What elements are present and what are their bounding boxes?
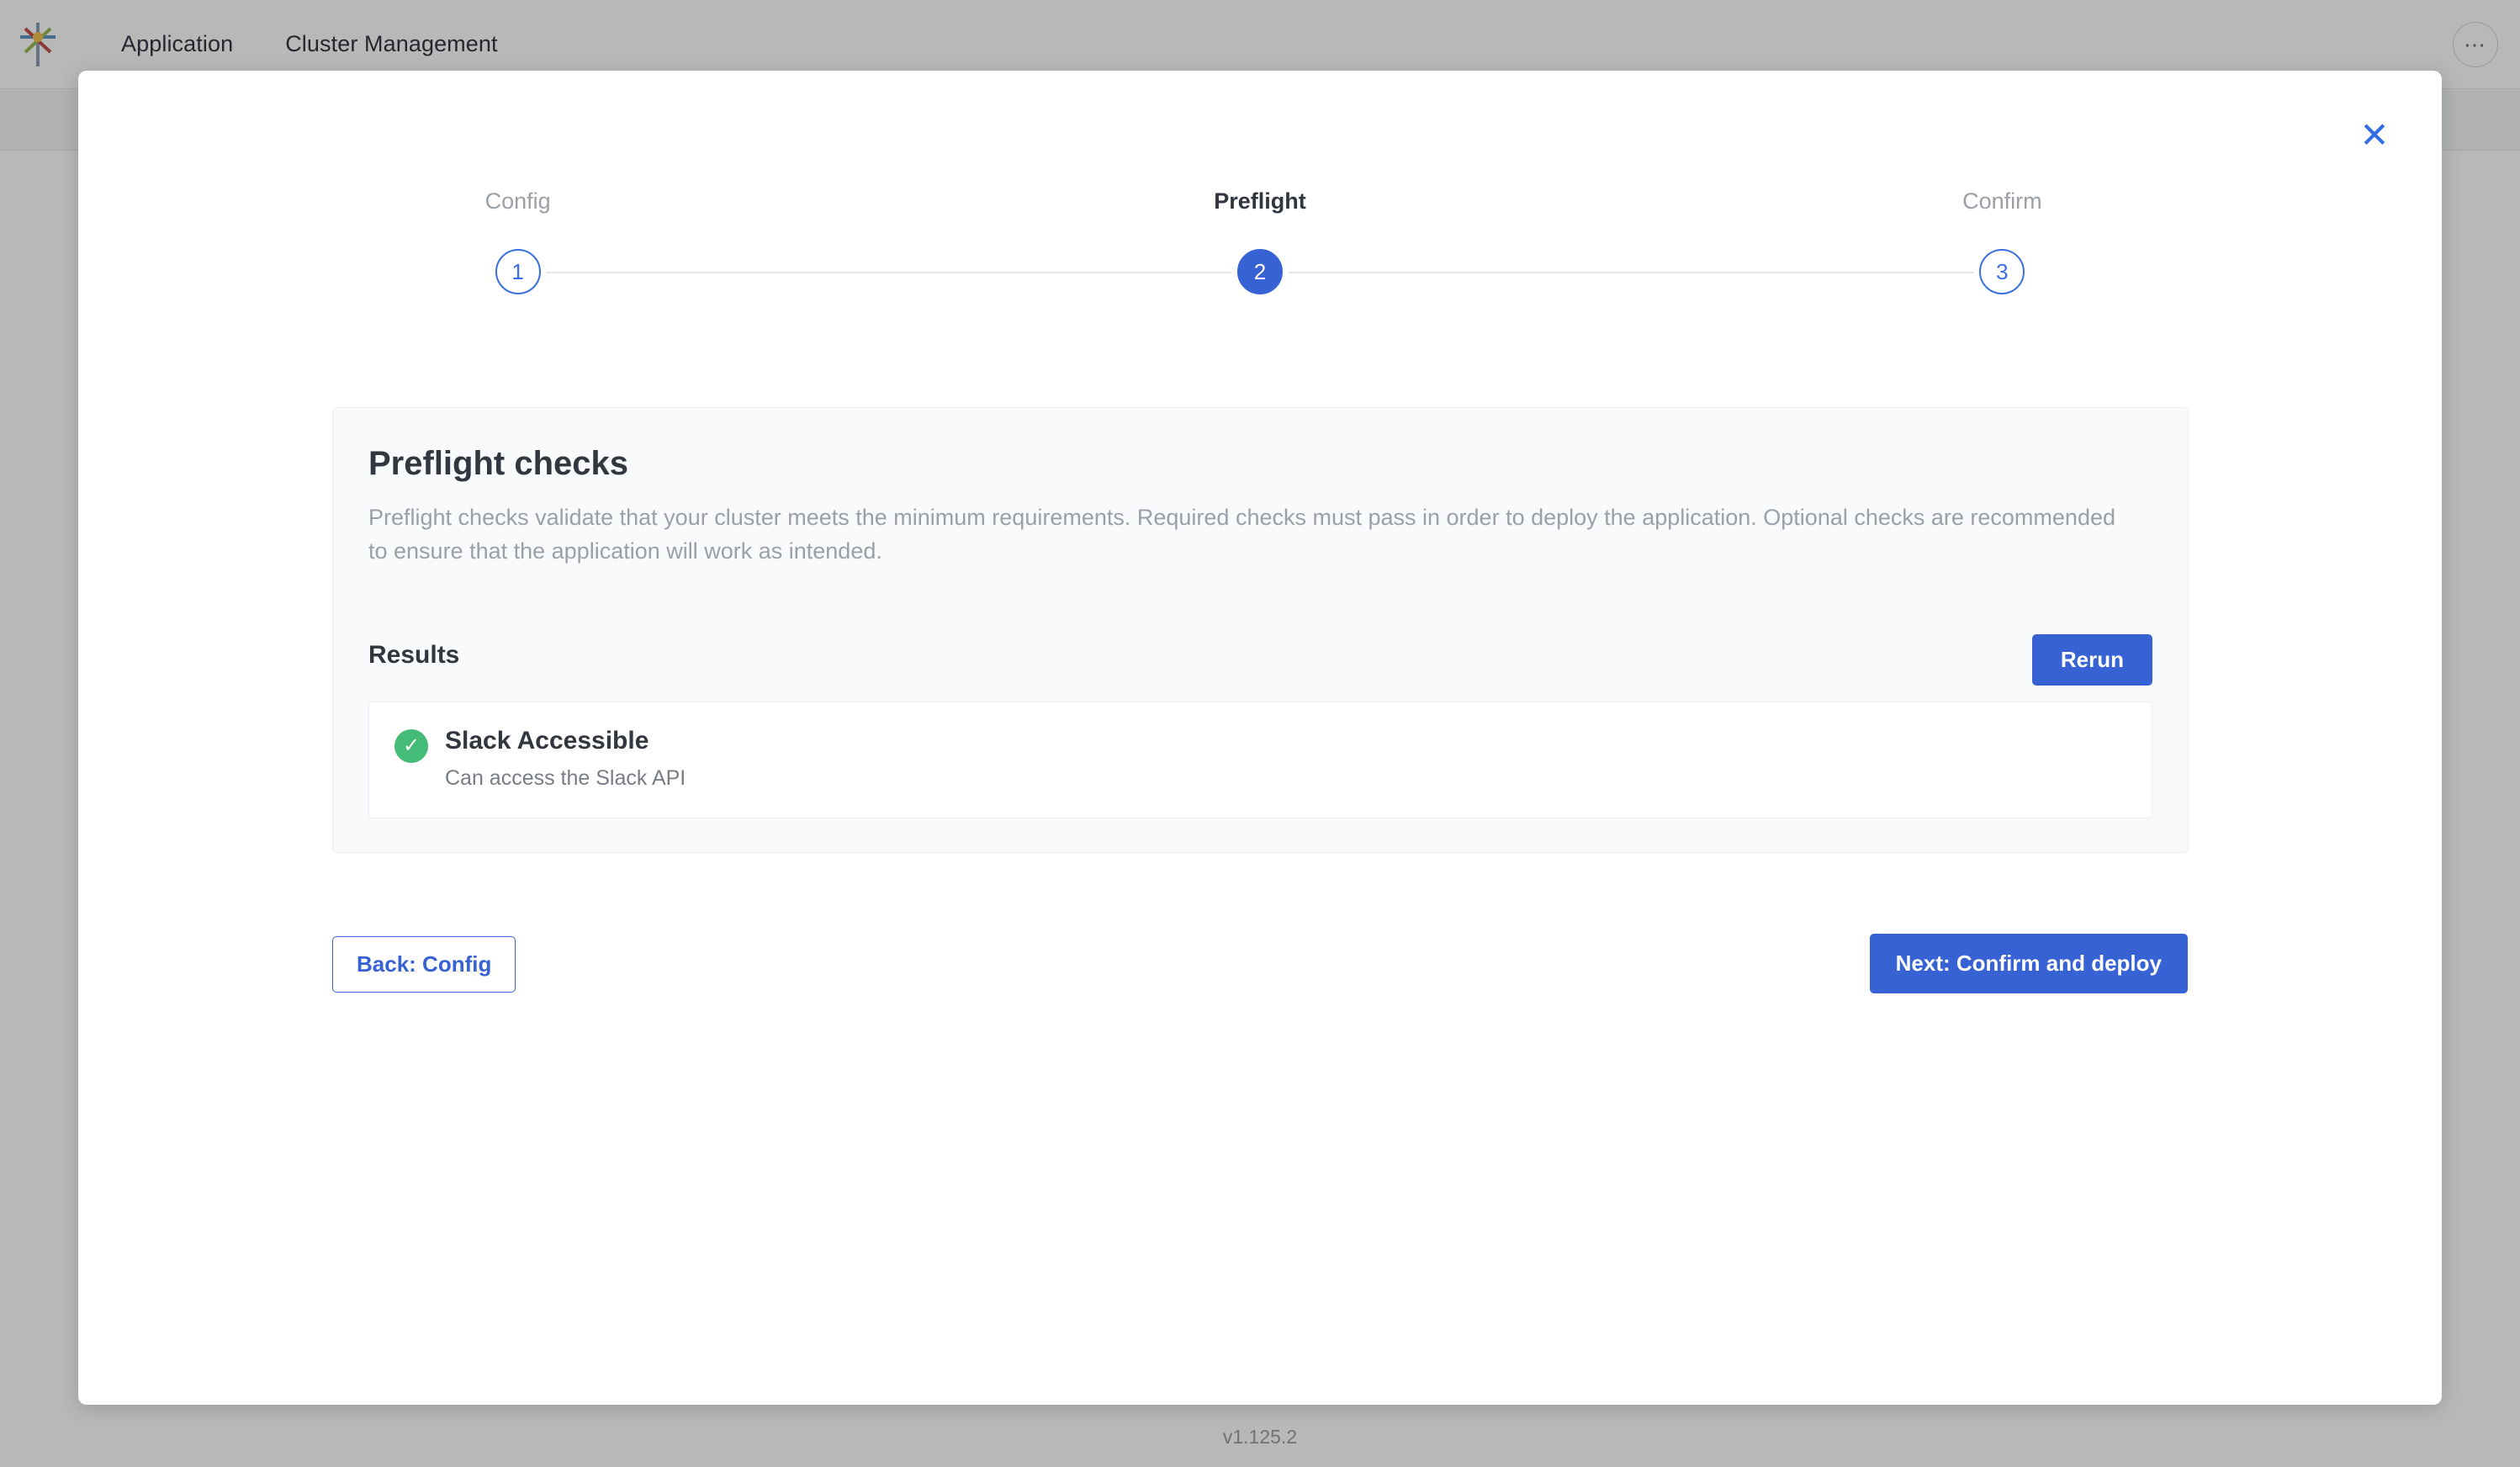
wizard-stepper — [78, 188, 2442, 306]
stepper-connector-1 — [546, 272, 1231, 273]
version-label: v1.125.2 — [1222, 1426, 1298, 1448]
preflight-checks-card — [332, 407, 2189, 853]
stepper-connector-2 — [1289, 272, 1974, 273]
card-description: Preflight checks validate that your cluster meets the minimum requirements. Required checks must pass in order to deploy the application. Optional checks are recommended to ensure that the application will work as intended. — [368, 505, 2115, 564]
step-label-config[interactable]: Config — [484, 188, 551, 214]
step-circle-1[interactable]: 1 — [495, 249, 541, 294]
step-circle-2[interactable]: 2 — [1237, 249, 1283, 294]
result-text — [445, 726, 686, 791]
next-confirm-deploy-button[interactable]: Next: Confirm and deploy — [1870, 934, 2188, 993]
step-label-confirm[interactable]: Confirm — [1962, 188, 2042, 214]
results-title: Results — [368, 640, 460, 669]
stepper-track — [78, 249, 2442, 296]
close-icon[interactable]: ✕ — [2359, 115, 2390, 155]
ellipsis-icon[interactable]: ⋯ — [2453, 22, 2498, 67]
results-list — [368, 702, 2152, 818]
result-name: Slack Accessible — [445, 726, 649, 755]
nav-item-cluster-management[interactable]: Cluster Management — [285, 31, 498, 56]
results-header-row — [368, 634, 2152, 686]
step-circle-3[interactable]: 3 — [1979, 249, 2025, 294]
preflight-modal — [78, 71, 2442, 1405]
step-label-preflight[interactable]: Preflight — [1214, 188, 1306, 214]
card-title: Preflight checks — [368, 445, 629, 482]
rerun-button[interactable]: Rerun — [2032, 634, 2152, 686]
stepper-labels — [78, 188, 2442, 222]
nav-item-application[interactable]: Application — [121, 31, 234, 56]
check-circle-icon: ✓ — [394, 729, 428, 763]
result-description: Can access the Slack API — [445, 765, 686, 790]
result-item — [369, 702, 2152, 818]
back-config-button[interactable]: Back: Config — [332, 936, 516, 993]
